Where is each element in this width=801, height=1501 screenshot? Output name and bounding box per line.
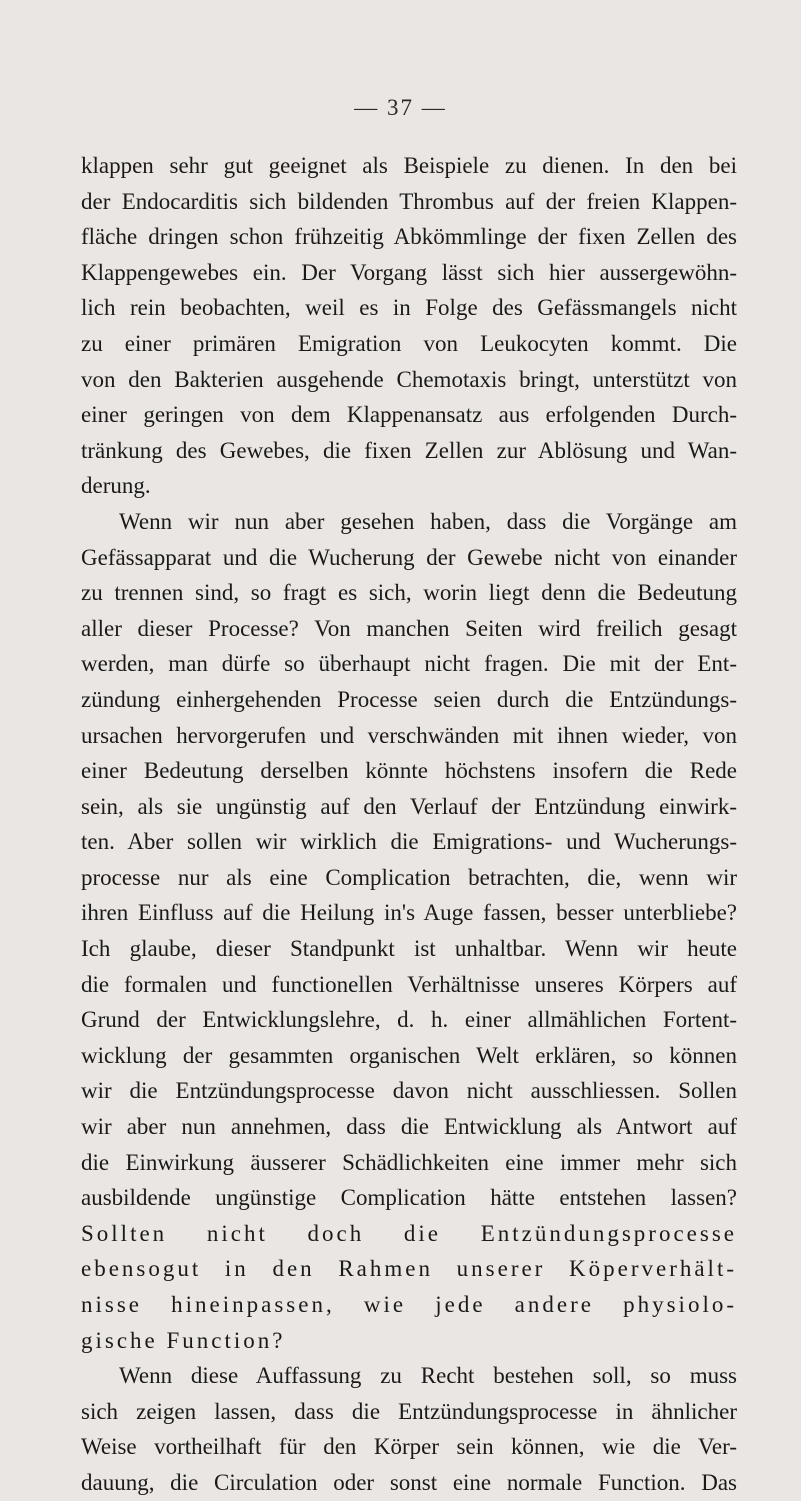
text-line: einer Bedeutung derselben könnte höchstens insofern die Rede — [81, 758, 737, 784]
text-line: Gefässapparat und die Wucherung der Gewebe nicht von einander — [81, 544, 737, 570]
text-line: Ich glaube, dieser Standpunkt ist unhaltbar. Wenn wir heute — [81, 936, 737, 962]
text-line: von den Bakterien ausgehende Chemotaxis bringt, unterstützt von — [81, 366, 737, 392]
text-line: gische Function? — [81, 1327, 286, 1353]
text-line: klappen sehr gut geeignet als Beispiele zu dienen. In den bei — [81, 153, 737, 178]
text-line: Grund der Entwicklungslehre, d. h. einer allmählichen Fortent- — [81, 1007, 737, 1033]
text-line: tränkung des Gewebes, die fixen Zellen zur Ablösung und Wan- — [81, 437, 737, 463]
body-text — [81, 148, 737, 1501]
text-line: aller dieser Processe? Von manchen Seiten wird freilich gesagt — [81, 615, 737, 641]
text-line: ten. Aber sollen wir wirklich die Emigrations- und Wucherungs- — [81, 829, 737, 855]
text-line: zu einer primären Emigration von Leukocyten kommt. Die — [81, 330, 737, 356]
text-line: sich zeigen lassen, dass die Entzündungsprocesse in ähnlicher — [81, 1398, 737, 1424]
text-line: wir aber nun annehmen, dass die Entwicklung als Antwort auf — [81, 1114, 737, 1140]
text-line: ausbildende ungünstige Complication hätte entstehen lassen? — [81, 1185, 737, 1211]
page-number: — 37 — — [354, 95, 447, 120]
text-line: Wenn wir nun aber gesehen haben, dass die Vorgänge am — [119, 508, 737, 534]
text-line: einer geringen von dem Klappenansatz aus erfolgenden Durch- — [81, 402, 737, 428]
text-line: die formalen und functionellen Verhältnisse unseres Körpers auf — [81, 971, 737, 997]
text-line: ursachen hervorgerufen und verschwänden mit ihnen wieder, von — [81, 722, 737, 748]
text-line: nisse hineinpassen, wie jede andere physiolo- — [81, 1292, 737, 1317]
text-line: Weise vortheilhaft für den Körper sein können, wie die Ver- — [81, 1434, 737, 1460]
text-line: lich rein beobachten, weil es in Folge des Gefässmangels nicht — [81, 295, 737, 321]
text-line: derung. — [81, 473, 151, 499]
text-line: dauung, die Circulation oder sonst eine normale Function. Das — [81, 1469, 737, 1495]
text-line: fläche dringen schon frühzeitig Abkömmlinge der fixen Zellen des — [81, 224, 737, 250]
text-line: processe nur als eine Complication betrachten, die, wenn wir — [81, 864, 737, 890]
text-line: der Endocarditis sich bildenden Thrombus auf der freien Klappen- — [81, 188, 737, 214]
text-line: werden, man dürfe so überhaupt nicht fragen. Die mit der Ent- — [81, 651, 737, 677]
text-line: Wenn diese Auffassung zu Recht bestehen soll, so muss — [119, 1363, 737, 1389]
text-line: sein, als sie ungünstig auf den Verlauf der Entzündung einwirk- — [81, 793, 737, 819]
text-line: ihren Einfluss auf die Heilung in's Auge fassen, besser unterbliebe? — [81, 900, 737, 926]
text-line: ebensogut in den Rahmen unserer Köperverhält- — [81, 1256, 737, 1282]
text-line: wicklung der gesammten organischen Welt erklären, so können — [81, 1042, 737, 1068]
text-line: die Einwirkung äusserer Schädlichkeiten eine immer mehr sich — [81, 1149, 737, 1175]
text-line: Klappengewebes ein. Der Vorgang lässt sich hier aussergewöhn- — [81, 259, 737, 285]
text-line: zündung einhergehenden Processe seien durch die Entzündungs- — [81, 686, 737, 712]
text-line: Sollten nicht doch die Entzündungsprocesse — [81, 1220, 737, 1246]
text-line: zu trennen sind, so fragt es sich, worin liegt denn die Bedeutung — [81, 580, 737, 606]
text-line: wir die Entzündungsprocesse davon nicht ausschliessen. Sollen — [81, 1078, 737, 1104]
